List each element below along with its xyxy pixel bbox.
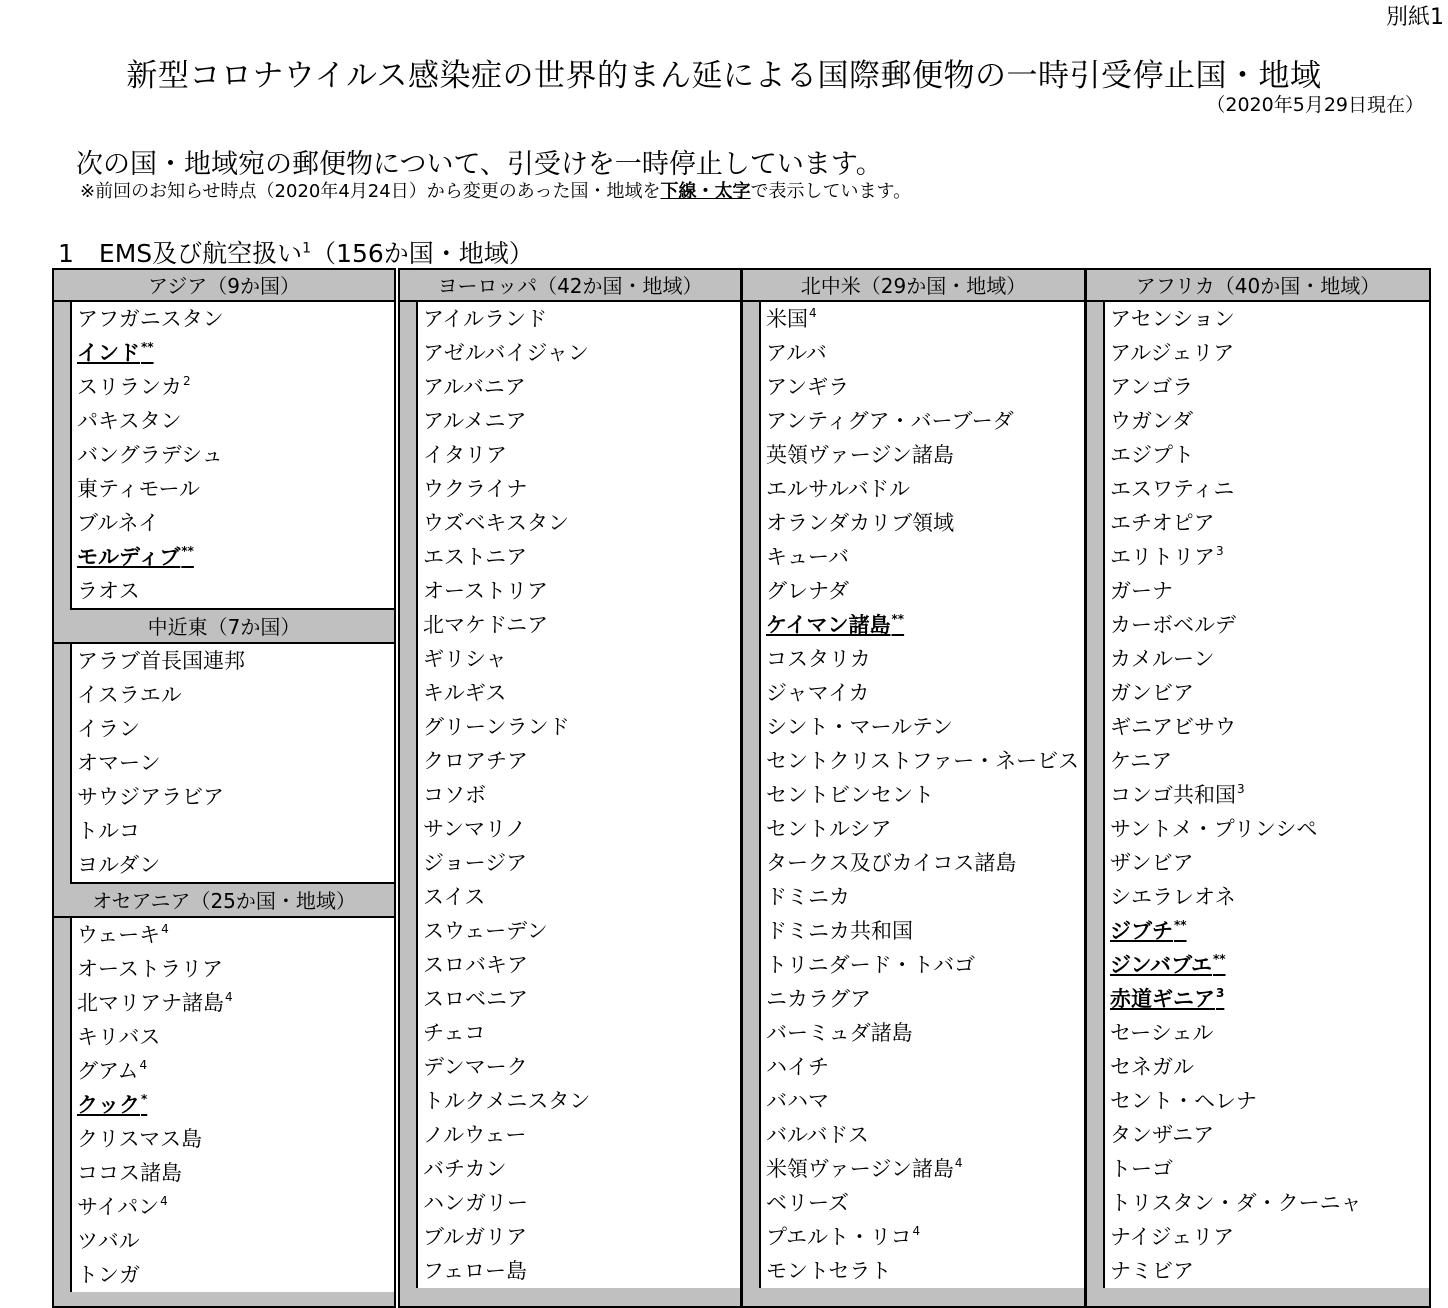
- country-item: [72, 644, 394, 678]
- country-name: ジャマイカ: [766, 681, 870, 705]
- country-item: [1105, 1186, 1429, 1220]
- country-name: アイルランド: [423, 307, 548, 331]
- country-item: [1105, 574, 1429, 608]
- country-item-changed: [72, 1088, 394, 1122]
- country-name: トルクメニスタン: [423, 1089, 591, 1113]
- country-item: [418, 302, 740, 336]
- country-name: ジンバブエ: [1110, 953, 1212, 977]
- country-name: インド: [77, 341, 140, 365]
- country-item: [1105, 744, 1429, 778]
- country-name: 米領ヴァージン諸島: [766, 1157, 954, 1181]
- note-suffix: で表示しています。: [750, 181, 912, 202]
- country-item-changed: [1105, 948, 1429, 982]
- country-name: オランダカリブ領域: [766, 511, 955, 535]
- country-item: [1105, 404, 1429, 438]
- footnote-mark: **: [181, 544, 194, 558]
- country-name: セントルシア: [766, 817, 892, 841]
- footnote-mark: *: [141, 1092, 148, 1106]
- country-list: [416, 302, 740, 1288]
- country-item: [761, 1152, 1084, 1186]
- section-count: （156か国・地域）: [311, 239, 534, 268]
- country-name: アンゴラ: [1110, 375, 1194, 399]
- country-name: ウェーキ: [77, 923, 161, 947]
- country-item: [72, 1258, 394, 1292]
- country-name: スロバキア: [423, 953, 528, 977]
- country-item: [761, 336, 1084, 370]
- country-name: アンギラ: [766, 375, 850, 399]
- country-name: コンゴ共和国: [1110, 783, 1236, 807]
- country-name: デンマーク: [423, 1055, 528, 1079]
- country-name: セントビンセント: [766, 783, 934, 807]
- country-name: アルメニア: [423, 409, 527, 433]
- country-name: キルギス: [423, 681, 507, 705]
- country-item: [1105, 1254, 1429, 1288]
- country-item: [72, 404, 394, 438]
- country-item: [1105, 438, 1429, 472]
- region-column: [1085, 268, 1431, 1308]
- footnote-mark: 3: [1237, 782, 1245, 796]
- country-item: [72, 1020, 394, 1054]
- country-item: [418, 1118, 740, 1152]
- country-name: スロベニア: [423, 987, 528, 1011]
- country-name: エストニア: [423, 545, 528, 569]
- country-item: [761, 778, 1084, 812]
- country-item: [72, 574, 394, 608]
- country-name: ナミビア: [1110, 1259, 1194, 1283]
- country-name: クロアチア: [423, 749, 528, 773]
- change-note: [80, 177, 911, 203]
- country-item: [1105, 1016, 1429, 1050]
- country-list: [70, 918, 394, 1292]
- region-header: オセアニア（25か国・地域）: [54, 884, 394, 918]
- country-item: [72, 506, 394, 540]
- country-name: 赤道ギニア: [1110, 987, 1215, 1011]
- country-name: ウクライナ: [423, 477, 528, 501]
- country-name: 北マケドニア: [423, 613, 549, 637]
- country-name: アラブ首長国連邦: [77, 649, 245, 673]
- country-name: ギリシャ: [423, 647, 507, 671]
- note-prefix: ※前回のお知らせ時点（2020年4月24日）から変更のあった国・地域を: [80, 181, 661, 202]
- country-name: モントセラト: [766, 1259, 892, 1283]
- country-item: [418, 1016, 740, 1050]
- country-name: ブルネイ: [77, 511, 160, 535]
- country-item: [418, 846, 740, 880]
- country-name: サウジアラビア: [77, 785, 224, 809]
- country-name: ジョージア: [423, 851, 528, 875]
- footnote-mark: **: [1174, 918, 1187, 932]
- footnote-mark: 4: [809, 306, 817, 320]
- country-item: [1105, 1118, 1429, 1152]
- country-item: [72, 438, 394, 472]
- country-name: サントメ・プリンシペ: [1110, 817, 1318, 841]
- country-name: カーボベルデ: [1110, 613, 1236, 637]
- footnote-mark: 2: [183, 374, 191, 388]
- country-item: [761, 846, 1084, 880]
- country-name: エジプト: [1110, 443, 1194, 467]
- country-name: タンザニア: [1110, 1123, 1215, 1147]
- footnote-mark: **: [141, 340, 154, 354]
- country-item: [761, 472, 1084, 506]
- country-item: [761, 506, 1084, 540]
- country-name: セントクリストファー・ネービス: [766, 749, 1080, 773]
- country-name: サイパン: [77, 1195, 160, 1219]
- country-item-changed: [72, 336, 394, 370]
- country-name: スイス: [423, 885, 486, 909]
- country-item: [72, 1156, 394, 1190]
- country-name: バルバドス: [766, 1123, 869, 1147]
- country-name: トリニダード・トバゴ: [766, 953, 976, 977]
- region-column: [398, 268, 742, 1308]
- country-name: ギニアビサウ: [1110, 715, 1236, 739]
- country-name: 北マリアナ諸島: [77, 991, 224, 1015]
- country-name: アゼルバイジャン: [423, 341, 589, 365]
- country-name: ドミニカ共和国: [766, 919, 913, 943]
- country-name: オマーン: [77, 751, 161, 775]
- country-name: アセンション: [1110, 307, 1235, 331]
- country-name: エチオピア: [1110, 511, 1215, 535]
- country-item: [418, 880, 740, 914]
- footnote-mark: 4: [225, 990, 233, 1004]
- as-of-date: （2020年5月29日現在）: [1206, 94, 1424, 116]
- country-item: [761, 1254, 1084, 1288]
- country-name: ココス諸島: [77, 1161, 182, 1185]
- country-item: [1105, 846, 1429, 880]
- footnote-mark: 4: [160, 1194, 168, 1208]
- country-name: コソボ: [423, 783, 486, 807]
- country-name: 東ティモール: [77, 477, 201, 501]
- country-item: [1105, 302, 1429, 336]
- country-name: セント・ヘレナ: [1110, 1089, 1257, 1113]
- country-item: [761, 914, 1084, 948]
- country-item: [418, 574, 740, 608]
- country-name: クック: [77, 1093, 140, 1117]
- country-name: エリトリア: [1110, 545, 1215, 569]
- country-name: ベリーズ: [766, 1191, 849, 1215]
- section-label: 1 EMS及び航空扱い: [58, 239, 303, 268]
- country-item: [418, 1254, 740, 1288]
- country-name: キリバス: [77, 1025, 161, 1049]
- country-item: [418, 472, 740, 506]
- country-name: イタリア: [423, 443, 507, 467]
- country-item: [1105, 812, 1429, 846]
- country-name: ヨルダン: [77, 853, 161, 877]
- country-item: [72, 746, 394, 780]
- country-item: [1105, 1220, 1429, 1254]
- country-item: [418, 1084, 740, 1118]
- country-item: [761, 982, 1084, 1016]
- country-item: [761, 812, 1084, 846]
- section-footnote: 1: [302, 240, 312, 257]
- footnote-mark: 4: [954, 1156, 963, 1170]
- region-column: [52, 268, 396, 1308]
- country-name: セーシェル: [1110, 1021, 1214, 1045]
- country-item-changed: [1105, 982, 1429, 1016]
- country-item-changed: [761, 608, 1084, 642]
- region-header: アフリカ（40か国・地域）: [1087, 270, 1429, 302]
- country-item: [72, 918, 394, 952]
- country-item: [72, 1224, 394, 1258]
- country-item: [761, 710, 1084, 744]
- country-item: [1105, 370, 1429, 404]
- section-heading: [58, 234, 534, 270]
- country-item: [1105, 608, 1429, 642]
- country-item: [418, 336, 740, 370]
- country-item: [72, 302, 394, 336]
- country-item: [761, 1118, 1084, 1152]
- country-name: ケイマン諸島: [766, 613, 891, 637]
- country-name: アルジェリア: [1110, 341, 1235, 365]
- country-name: エルサルバドル: [766, 477, 911, 501]
- country-item: [418, 914, 740, 948]
- country-item: [761, 1050, 1084, 1084]
- country-name: ウガンダ: [1110, 409, 1194, 433]
- country-name: グリーンランド: [423, 715, 570, 739]
- country-name: バーミュダ諸島: [766, 1021, 913, 1045]
- country-name: スウェーデン: [423, 919, 548, 943]
- country-name: ケニア: [1110, 749, 1173, 773]
- country-name: アルバ: [766, 341, 827, 365]
- footnote-mark: 4: [161, 922, 169, 936]
- country-item: [72, 1054, 394, 1088]
- country-list: [70, 302, 394, 610]
- country-name: アフガニスタン: [77, 307, 224, 331]
- country-list: [1103, 302, 1429, 1288]
- country-name: チェコ: [423, 1021, 486, 1045]
- region-header: 北中米（29か国・地域）: [743, 270, 1084, 302]
- country-name: バングラデシュ: [77, 443, 223, 467]
- country-name: クリスマス島: [77, 1127, 203, 1151]
- country-name: ハンガリー: [423, 1191, 528, 1215]
- country-name: プエルト・リコ: [766, 1225, 912, 1249]
- country-item: [418, 608, 740, 642]
- country-list: [70, 644, 394, 884]
- country-item: [1105, 1084, 1429, 1118]
- country-name: ナイジェリア: [1110, 1225, 1235, 1249]
- country-item: [761, 1220, 1084, 1254]
- country-item: [1105, 642, 1429, 676]
- country-item: [1105, 540, 1429, 574]
- footnote-mark: 4: [139, 1058, 148, 1072]
- country-name: パキスタン: [77, 409, 182, 433]
- region-header: ヨーロッパ（42か国・地域）: [400, 270, 740, 302]
- country-name: ガンビア: [1110, 681, 1194, 705]
- country-item: [418, 744, 740, 778]
- footnote-mark: **: [1212, 952, 1226, 966]
- country-item: [1105, 1050, 1429, 1084]
- country-item: [418, 1220, 740, 1254]
- country-item: [418, 1050, 740, 1084]
- country-item: [761, 1186, 1084, 1220]
- country-name: キューバ: [766, 545, 849, 569]
- country-item: [72, 1190, 394, 1224]
- country-item: [761, 676, 1084, 710]
- region-header: 中近東（7か国）: [54, 610, 394, 644]
- country-list: [759, 302, 1084, 1288]
- country-item: [761, 574, 1084, 608]
- country-item: [418, 948, 740, 982]
- country-name: ザンビア: [1110, 851, 1194, 875]
- country-item: [1105, 1152, 1429, 1186]
- country-item: [1105, 710, 1429, 744]
- country-item: [418, 982, 740, 1016]
- country-item: [418, 1152, 740, 1186]
- country-item-changed: [72, 540, 394, 574]
- attachment-label: 別紙1: [1386, 5, 1444, 30]
- country-name: ガーナ: [1110, 579, 1173, 603]
- country-item: [761, 1016, 1084, 1050]
- country-name: アルバニア: [423, 375, 526, 399]
- country-item: [761, 642, 1084, 676]
- footnote-mark: 3: [1216, 986, 1225, 1000]
- region-column: [741, 268, 1086, 1308]
- country-item: [418, 710, 740, 744]
- country-item: [1105, 676, 1429, 710]
- country-name: オーストラリア: [77, 957, 223, 981]
- country-name: スリランカ: [77, 375, 182, 399]
- country-item: [418, 370, 740, 404]
- country-name: フェロー島: [423, 1259, 527, 1283]
- intro-text: 次の国・地域宛の郵便物について、引受けを一時停止しています。: [76, 149, 883, 180]
- country-item: [1105, 472, 1429, 506]
- country-name: イラン: [77, 717, 140, 741]
- country-item: [761, 404, 1084, 438]
- country-item: [1105, 778, 1429, 812]
- country-name: イスラエル: [77, 683, 182, 707]
- country-name: グアム: [77, 1059, 139, 1083]
- country-item: [72, 678, 394, 712]
- country-name: 米国: [766, 307, 808, 331]
- country-name: ノルウェー: [423, 1123, 527, 1147]
- country-item: [72, 472, 394, 506]
- country-name: トルコ: [77, 819, 140, 843]
- country-name: ジブチ: [1110, 919, 1173, 943]
- country-item-changed: [1105, 914, 1429, 948]
- footnote-mark: 4: [912, 1224, 921, 1238]
- country-name: バハマ: [766, 1089, 829, 1113]
- country-name: トリスタン・ダ・クーニャ: [1110, 1191, 1362, 1215]
- country-item: [72, 1122, 394, 1156]
- country-item: [761, 880, 1084, 914]
- country-name: セネガル: [1110, 1055, 1194, 1079]
- country-item: [72, 780, 394, 814]
- country-item: [418, 1186, 740, 1220]
- country-name: オーストリア: [423, 579, 548, 603]
- country-item: [418, 506, 740, 540]
- country-name: トンガ: [77, 1263, 140, 1287]
- country-item: [418, 642, 740, 676]
- country-item: [761, 1084, 1084, 1118]
- country-name: エスワティニ: [1110, 477, 1235, 501]
- country-item: [418, 540, 740, 574]
- country-name: カメルーン: [1110, 647, 1215, 671]
- country-name: ツバル: [77, 1229, 140, 1253]
- country-name: バチカン: [423, 1157, 507, 1181]
- country-item: [761, 370, 1084, 404]
- country-name: アンティグア・バーブーダ: [766, 409, 1014, 433]
- country-item: [72, 848, 394, 882]
- country-name: 英領ヴァージン諸島: [766, 443, 954, 467]
- country-item: [418, 676, 740, 710]
- country-item: [761, 948, 1084, 982]
- footnote-mark: **: [891, 612, 905, 626]
- country-name: シエラレオネ: [1110, 885, 1236, 909]
- country-name: グレナダ: [766, 579, 849, 603]
- country-name: ウズベキスタン: [423, 511, 569, 535]
- country-name: サンマリノ: [423, 817, 527, 841]
- country-name: ハイチ: [766, 1055, 829, 1079]
- country-name: ニカラグア: [766, 987, 871, 1011]
- country-item: [72, 712, 394, 746]
- country-name: ドミニカ: [766, 885, 850, 909]
- country-item: [761, 540, 1084, 574]
- country-name: ブルガリア: [423, 1225, 528, 1249]
- footnote-mark: 3: [1216, 544, 1224, 558]
- country-name: タークス及びカイコス諸島: [766, 851, 1017, 875]
- country-item: [72, 986, 394, 1020]
- country-item: [72, 814, 394, 848]
- country-item: [418, 812, 740, 846]
- country-item: [1105, 336, 1429, 370]
- region-header: アジア（9か国）: [54, 270, 394, 302]
- country-name: シント・マールテン: [766, 715, 954, 739]
- page-title: 新型コロナウイルス感染症の世界的まん延による国際郵便物の一時引受停止国・地域: [126, 58, 1322, 94]
- country-item: [761, 302, 1084, 336]
- country-name: トーゴ: [1110, 1157, 1173, 1181]
- country-name: ラオス: [77, 579, 140, 603]
- country-item: [418, 778, 740, 812]
- country-item: [72, 952, 394, 986]
- country-item: [1105, 506, 1429, 540]
- country-item: [761, 744, 1084, 778]
- country-item: [418, 438, 740, 472]
- country-item: [418, 404, 740, 438]
- country-item: [761, 438, 1084, 472]
- country-item: [1105, 880, 1429, 914]
- note-emphasis: 下線・太字: [660, 181, 751, 202]
- country-name: コスタリカ: [766, 647, 871, 671]
- country-item: [72, 370, 394, 404]
- country-name: モルディブ: [77, 545, 181, 569]
